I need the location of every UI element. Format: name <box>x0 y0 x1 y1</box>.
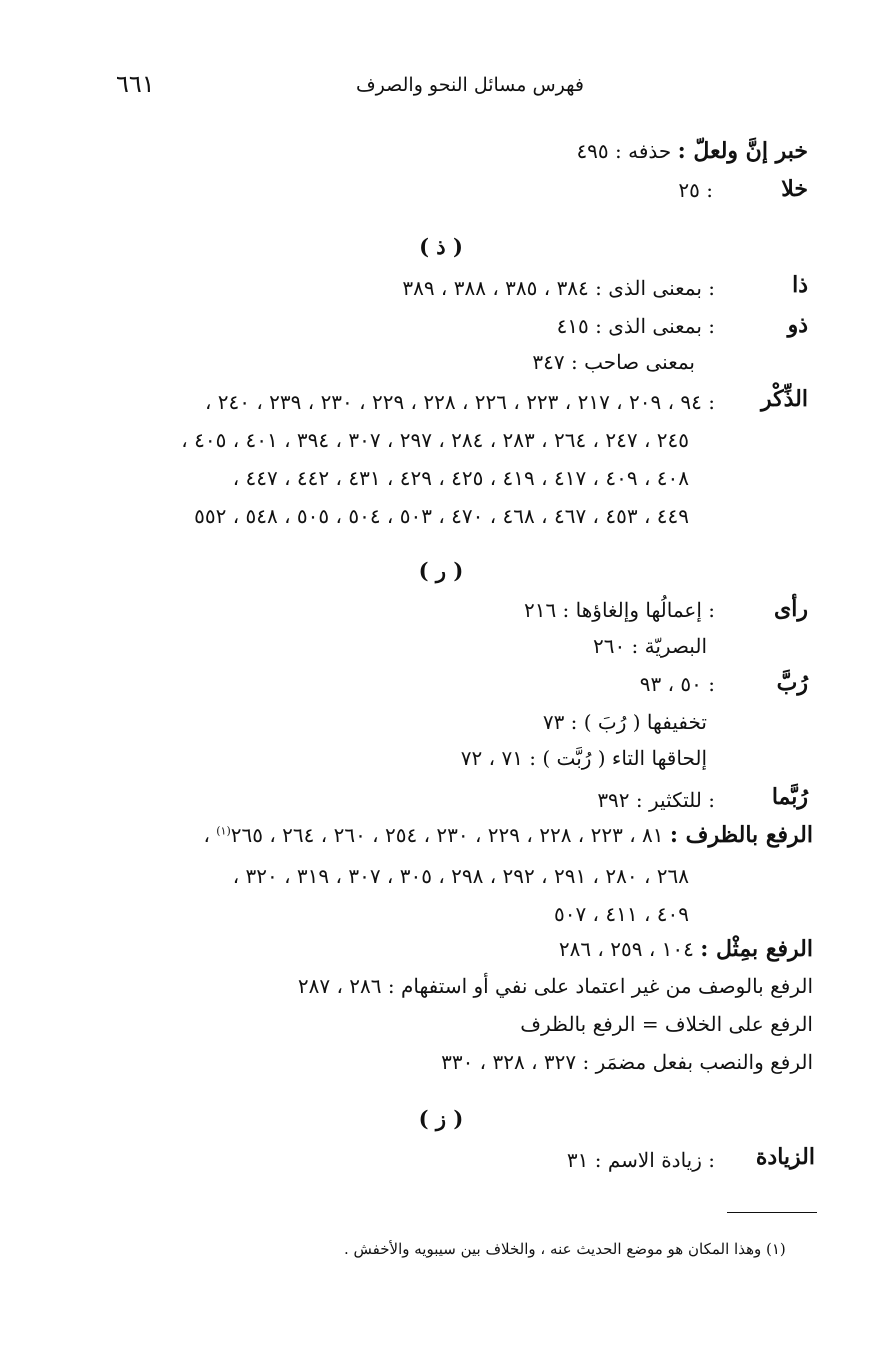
section-letter-dhal: ( ذ ) <box>419 234 463 259</box>
entry-text-dhu: : بمعنى الذى : ٤١٥ <box>556 314 715 338</box>
entry-raf-wasf: الرفع بالوصف من غير اعتماد على نفي أو استفهام : ٢٨٦ ، ٢٨٧ <box>297 974 813 998</box>
entry-raf-zarf-line-2: ٢٦٨ ، ٢٨٠ ، ٢٩١ ، ٢٩٢ ، ٢٩٨ ، ٣٠٥ ، ٣٠٧ ، ٣١٩ ، ٣٢٠ ، <box>232 864 689 888</box>
entry-sub-raa: البصريّة : ٢٦٠ <box>592 634 707 658</box>
entry-term-dha: ذا <box>792 272 808 298</box>
section-letter-zay: ( ز ) <box>418 1106 464 1131</box>
footnote-divider <box>727 1212 817 1213</box>
entry-text-ziyada: : زيادة الاسم : ٣١ <box>566 1148 715 1172</box>
entry-text-dha: : بمعنى الذى : ٣٨٤ ، ٣٨٥ ، ٣٨٨ ، ٣٨٩ <box>402 276 715 300</box>
entry-term-rubba: رُبَّ <box>776 670 808 696</box>
entry-text-raf-mithl: ١٠٤ ، ٢٥٩ ، ٢٨٦ <box>558 937 694 961</box>
entry-term-raf-zarf: الرفع بالظرف : <box>669 822 813 848</box>
entry-line-dhikr-1: : ٩٤ ، ٢٠٩ ، ٢١٧ ، ٢٢٣ ، ٢٢٦ ، ٢٢٨ ، ٢٢٩ ، ٢٣٠ ، ٢٣٩ ، ٢٤٠ ، <box>204 390 715 414</box>
entry-text: حذفه : ٤٩٥ <box>576 139 672 163</box>
entry-term-khala: خلا <box>781 176 808 202</box>
entry-text-raf-zarf: ٨١ ، ٢٢٣ ، ٢٢٨ ، ٢٢٩ ، ٢٣٠ ، ٢٥٤ ، ٢٦٠ ، ٢٦٤ ، ٢٦٥ <box>230 823 664 847</box>
entry-raf-nasb: الرفع والنصب بفعل مضمَر : ٣٢٧ ، ٣٢٨ ، ٣٣٠ <box>441 1050 813 1074</box>
entry-sub-dhu: بمعنى صاحب : ٣٤٧ <box>532 350 695 374</box>
entry-khabar-inna <box>576 138 808 164</box>
page-number: ٦٦١ <box>116 70 155 98</box>
entry-text-raf-zarf-end: ، <box>203 823 217 847</box>
entry-term-raa: رأى <box>774 596 808 622</box>
entry-line-dhikr-2: ٢٤٥ ، ٢٤٧ ، ٢٦٤ ، ٢٨٣ ، ٢٨٤ ، ٢٩٧ ، ٣٠٧ ، ٣٩٤ ، ٤٠١ ، ٤٠٥ ، <box>181 428 689 452</box>
entry-term: خبر إنَّ ولعلّ : <box>677 138 808 164</box>
entry-term-dhikr: الذِّكْر <box>761 386 808 412</box>
entry-line-dhikr-4: ٤٤٩ ، ٤٥٣ ، ٤٦٧ ، ٤٦٨ ، ٤٧٠ ، ٥٠٣ ، ٥٠٤ ، ٥٠٥ ، ٥٤٨ ، ٥٥٢ <box>194 504 689 528</box>
entry-term-ziyada: الزيادة <box>755 1144 815 1170</box>
entry-text-raa: : إعمالُها وإلغاؤها : ٢١٦ <box>523 598 715 622</box>
footnote-text: (١) وهذا المكان هو موضع الحديث عنه ، والخلاف بين سيبويه والأخفش . <box>344 1240 786 1258</box>
entry-term-rubbama: رُبَّما <box>771 784 808 810</box>
footnote-marker: (١) <box>216 824 231 838</box>
running-header: فهرس مسائل النحو والصرف <box>355 74 584 96</box>
entry-raf-mithl <box>559 936 813 962</box>
entry-term-dhu: ذو <box>787 312 808 338</box>
entry-text-khala: : ٢٥ <box>678 178 713 202</box>
entry-raf-zarf-line-1 <box>203 822 813 848</box>
section-letter-ra: ( ر ) <box>418 558 464 583</box>
entry-text-rubba: : ٥٠ ، ٩٣ <box>639 672 715 696</box>
entry-sub-rubba-1: تخفيفها ( رُبَ ) : ٧٣ <box>542 710 707 734</box>
entry-line-dhikr-3: ٤٠٨ ، ٤٠٩ ، ٤١٧ ، ٤١٩ ، ٤٢٥ ، ٤٢٩ ، ٤٣١ ، ٤٤٢ ، ٤٤٧ ، <box>232 466 689 490</box>
entry-text-rubbama: : للتكثير : ٣٩٢ <box>597 788 715 812</box>
entry-raf-khilaf: الرفع على الخلاف = الرفع بالظرف <box>520 1012 813 1036</box>
entry-sub-rubba-2: إلحاقها التاء ( رُبَّت ) : ٧١ ، ٧٢ <box>460 746 707 770</box>
entry-raf-zarf-line-3: ٤٠٩ ، ٤١١ ، ٥٠٧ <box>553 902 689 926</box>
entry-term-raf-mithl: الرفع بمِثْل : <box>700 936 813 962</box>
